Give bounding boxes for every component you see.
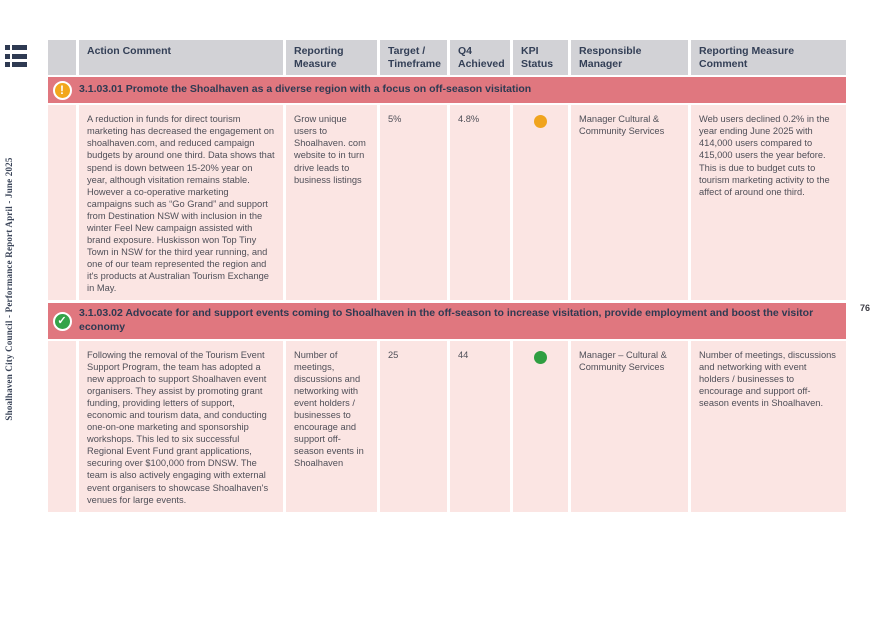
bulleted-list-icon[interactable] [5,45,27,67]
header-target-timeframe: Target / Timeframe [380,40,447,75]
target-timeframe-cell: 5% [380,105,447,300]
row-spacer-cell [48,341,76,512]
action-comment-cell: A reduction in funds for direct tourism marketing has decreased the engagement on shoalhaven.com, and reduced campaign budgets by around one third. Data shows that spend is down between 15-20% year on year, although visitation remains stable. However a co-operative marketing campaigns such as “Go Grand” and support from Destination NSW with inclusion in the winter Feel New campaign assisted with brand exposure. Huskisson won Top Tiny Town in NSW for the third year running, and one of our team represented the region and it's products at Australian Tourism Exchange in May. [79,105,283,300]
list-icon-row [5,45,27,50]
header-kpi-status: KPI Status [513,40,568,75]
section-title: 3.1.03.01 Promote the Shoalhaven as a diverse region with a focus on off-season visitation [79,83,532,96]
list-icon-row [5,54,27,59]
section-header-3-1-03-01 [48,77,846,103]
reporting-measure-cell: Number of meetings, discussions and networking with event holders / businesses to encourage and support off-season events in Shoalhaven [286,341,377,512]
responsible-manager-cell: Manager Cultural & Community Services [571,105,688,300]
report-spine-title: Shoalhaven City Council - Performance Report April - June 2025 [4,157,14,421]
kpi-report-table [48,40,846,512]
row-spacer-cell [48,105,76,300]
table-row [48,341,846,512]
header-q4-achieved: Q4 Achieved [450,40,510,75]
warning-icon: ! [53,81,72,100]
header-responsible-manager: Responsible Manager [571,40,688,75]
header-spacer-cell [48,40,76,75]
target-timeframe-cell: 25 [380,341,447,512]
page-number: 76 [860,303,871,313]
table-row [48,105,846,300]
reporting-measure-comment-cell: Number of meetings, discussions and networking with event holders / businesses to encourage and support off-season events in Shoalhaven. [691,341,846,512]
kpi-amber-dot-icon [534,115,547,128]
check-icon: ✓ [53,312,72,331]
header-reporting-measure-comment: Reporting Measure Comment [691,40,846,75]
section-status-cell [48,81,76,100]
section-status-cell [48,312,76,331]
q4-achieved-cell: 44 [450,341,510,512]
reporting-measure-comment-cell: Web users declined 0.2% in the year ending June 2025 with 414,000 users compared to 415,000 users the year before. This is due to budget cuts to tourism marketing activity to the affect of around one third. [691,105,846,300]
q4-achieved-cell: 4.8% [450,105,510,300]
kpi-status-cell [513,105,568,300]
action-comment-cell: Following the removal of the Tourism Event Support Program, the team has adopted a new approach to support Shoalhaven event organisers. They assist by promoting grant funding, providing letters of support, economic and tourism data, and conducting one-on-one marketing and sponsorship workshops. This led to six successful Regional Event Fund grant applications, securing over $100,000 from DNSW. The team is also actively engaging with external event organisers to showcase Shoalhaven's venues for large events. [79,341,283,512]
section-header-3-1-03-02 [48,303,846,338]
header-reporting-measure: Reporting Measure [286,40,377,75]
responsible-manager-cell: Manager – Cultural & Community Services [571,341,688,512]
header-action-comment: Action Comment [79,40,283,75]
section-title: 3.1.03.02 Advocate for and support events coming to Shoalhaven in the off-season to increase visitation, provide employment and boost the visitor economy [79,307,814,334]
kpi-status-cell [513,341,568,512]
reporting-measure-cell: Grow unique users to Shoalhaven. com website to in turn drive leads to business listings [286,105,377,300]
list-icon-row [5,62,27,67]
table-header-row [48,40,846,75]
kpi-green-dot-icon [534,351,547,364]
